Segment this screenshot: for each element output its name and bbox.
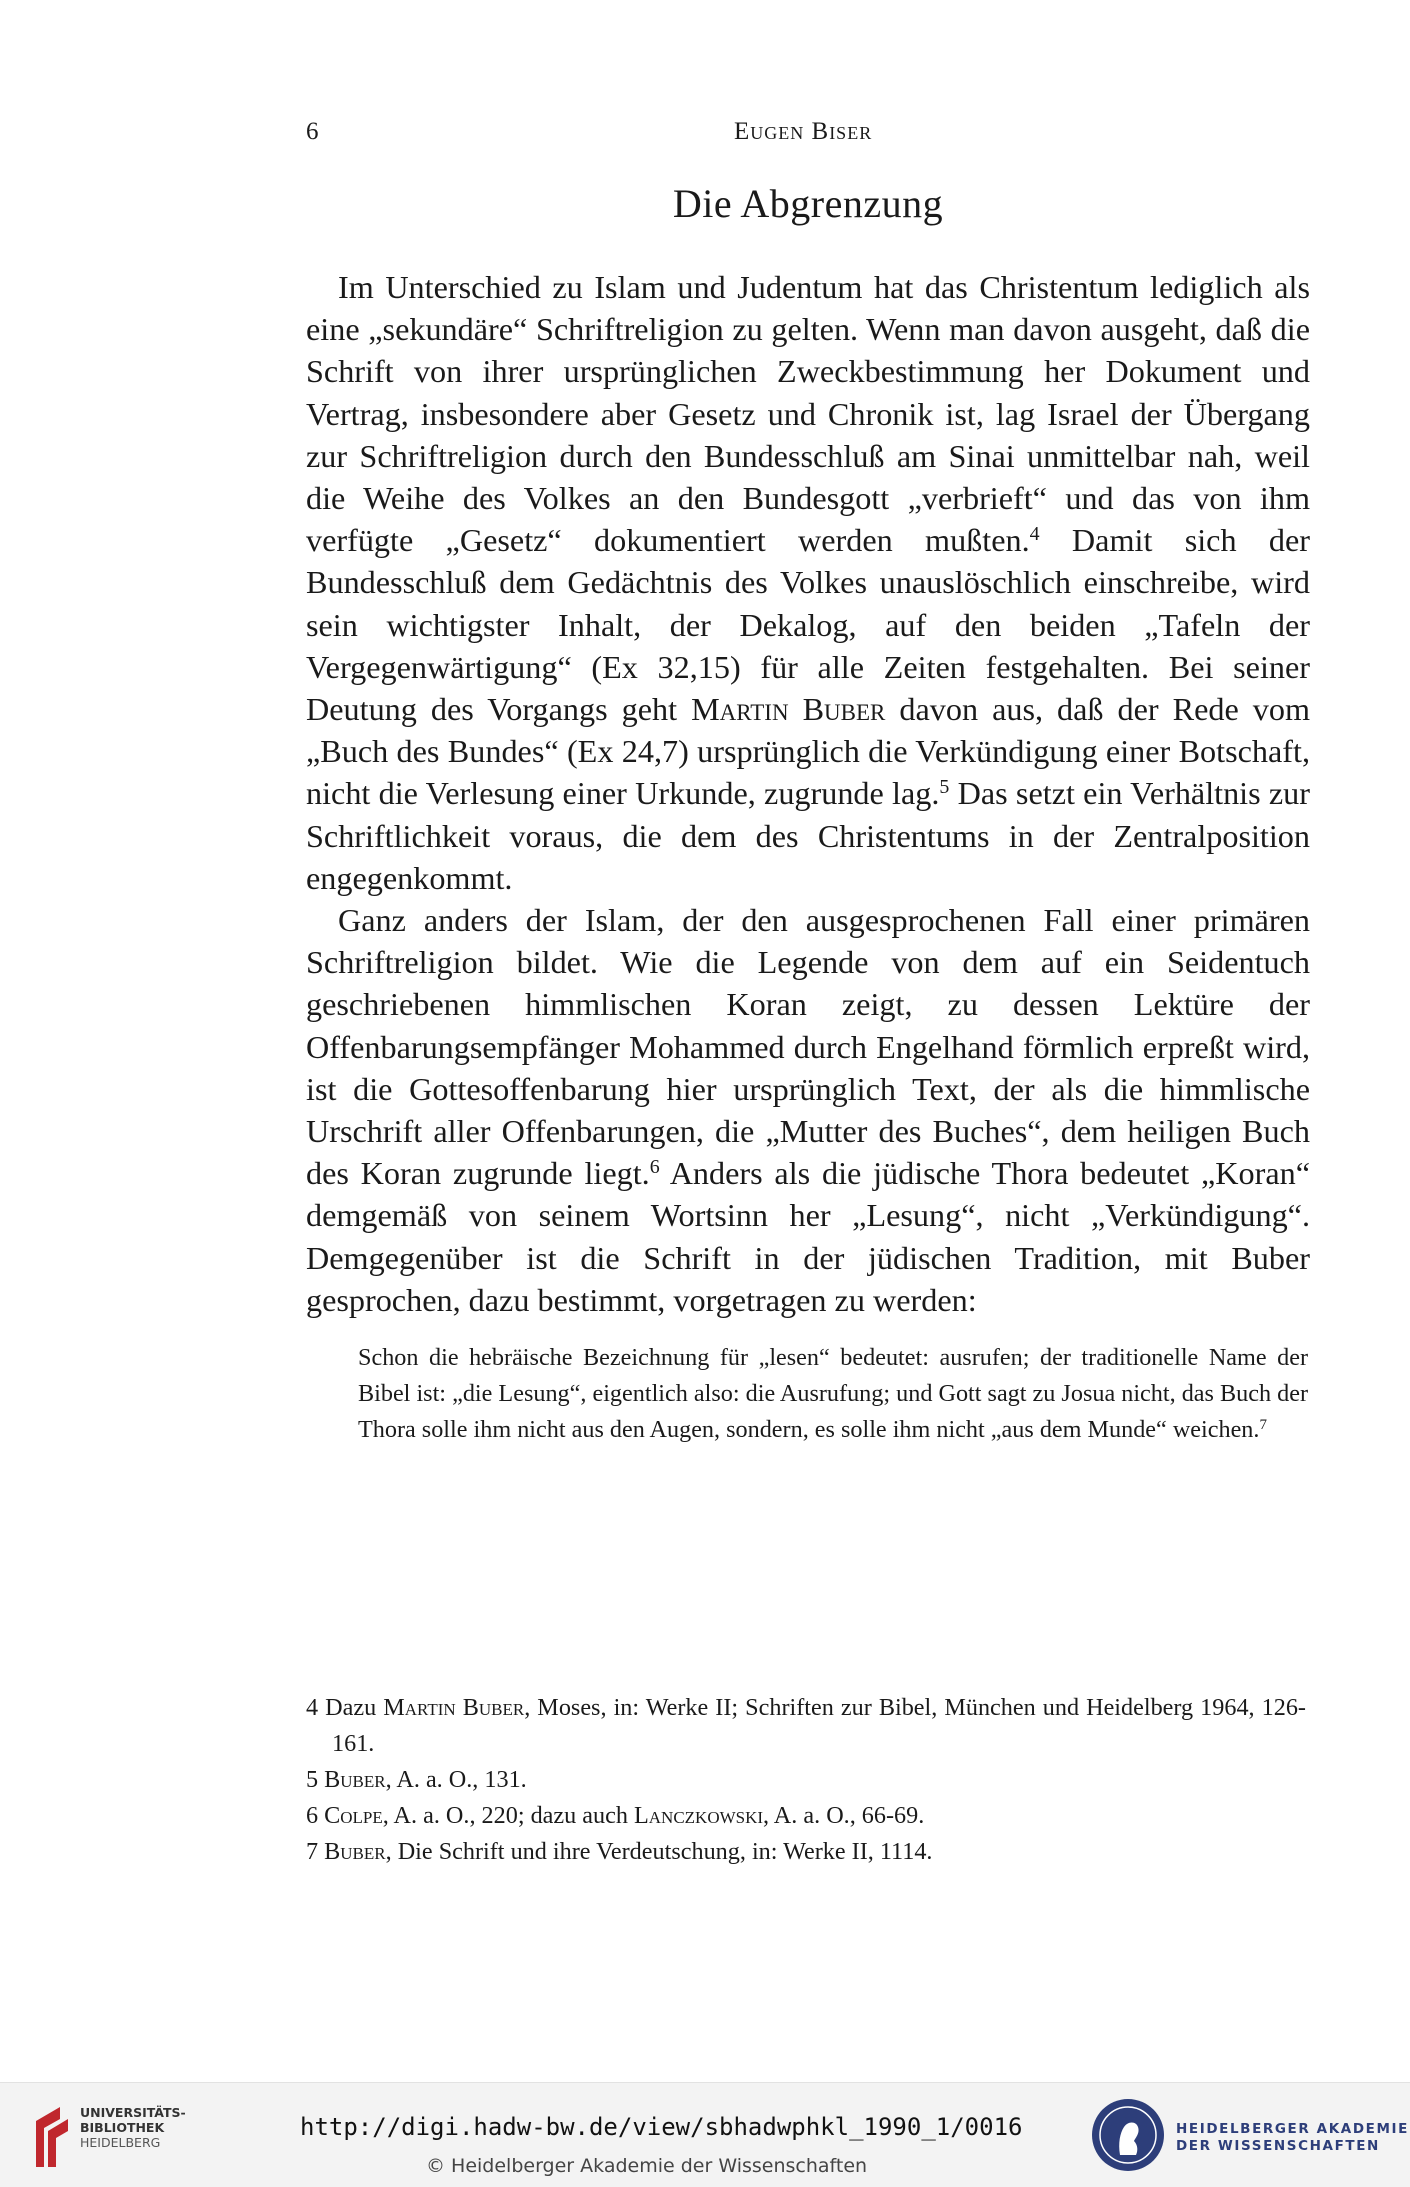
footnotes: [306, 1690, 1306, 1870]
author-name: Colpe: [324, 1802, 383, 1829]
author-name: Buber: [324, 1838, 386, 1865]
section-title: Die Abgrenzung: [672, 181, 944, 226]
footnote-6: [306, 1798, 1306, 1834]
block-quote: [358, 1340, 1308, 1448]
footnote-4: [306, 1690, 1306, 1762]
paragraph-2: [306, 899, 1310, 1321]
text-run: davon aus, daß der Rede vom „Buch des Bundes“ (Ex 24,7) ursprünglich die Verkündigung einer Botschaft, nicht die Verlesung einer Urkunde, zugrunde lag.: [306, 691, 1310, 812]
copyright-notice: © Heidelberger Akademie der Wissenschaften: [426, 2155, 868, 2177]
author-name: Buber: [324, 1766, 386, 1793]
academy-name: [1176, 2121, 1409, 2155]
university-library-logo-icon[interactable]: [30, 2101, 86, 2171]
quote-text: Schon die hebräische Bezeichnung für „lesen“ bedeutet: ausrufen; der traditionelle Name der Bibel ist: „die Lesung“, eigentlich also: die Ausrufung; und Gott sagt zu Josua nicht, das Buch der Thora solle ihm nicht aus den Augen, sondern, es solle ihm nicht „aus dem Munde“ weichen.: [358, 1344, 1308, 1443]
text-run: Anders als die jüdische Thora bedeutet „Koran“ demgemäß von seinem Wortsinn her „Lesung“, nicht „Verkündigung“. Demgegenüber ist die Schrift in der jüdischen Tradition, mit Buber gesprochen, dazu bestimmt, vorgetragen zu werden:: [306, 1155, 1310, 1318]
permalink-url[interactable]: http://digi.hadw-bw.de/view/sbhadwphkl_1990_1/0016: [300, 2113, 1023, 2141]
footnote-text: , A. a. O., 131.: [385, 1766, 527, 1793]
paragraph-1: [306, 266, 1310, 899]
academy-line-2: DER WISSENSCHAFTEN: [1176, 2138, 1380, 2154]
footnote-text: , A. a. O., 66-69.: [763, 1802, 925, 1829]
page-number: 6: [306, 118, 319, 145]
footnote-number: 4: [306, 1694, 319, 1721]
body-text: [306, 266, 1310, 1321]
author-name: Martin Buber: [383, 1694, 525, 1721]
ub-line-2: BIBLIOTHEK: [80, 2120, 165, 2135]
footnote-text: Dazu: [325, 1694, 384, 1721]
footnote-ref[interactable]: 7: [1259, 1416, 1267, 1433]
footnote-number: 6: [306, 1802, 319, 1829]
author-name: Martin Buber: [691, 691, 886, 728]
digitization-footer: [0, 2082, 1410, 2187]
author-name: Lanczkowski: [634, 1802, 764, 1829]
academy-seal-icon[interactable]: [1090, 2097, 1166, 2173]
text-run: Das setzt ein Verhältnis zur Schriftlichkeit voraus, die dem des Christentums in der Zentralposition engegenkommt.: [306, 775, 1310, 896]
text-run: Im Unterschied zu Islam und Judentum hat das Christentum lediglich als eine „sekundäre“ Schriftreligion zu gelten. Wenn man davon ausgeht, daß die Schrift von ihrer ursprünglichen Zweckbestimmung her Dokument und Vertrag, insbesondere aber Gesetz und Chronik ist, lag Israel der Übergang zur Schriftreligion durch den Bundesschluß am Sinai unmittelbar nah, weil die Weihe des Volkes an den Bundesgott „verbrieft“ und das von ihm verfügte „Gesetz“ dokumentiert werden mußten.: [306, 269, 1310, 559]
university-library-name: [80, 2105, 186, 2150]
footnote-number: 7: [306, 1838, 319, 1865]
ub-line-3: HEIDELBERG: [80, 2135, 161, 2150]
ub-line-1: UNIVERSITÄTS-: [80, 2105, 186, 2120]
footnote-ref[interactable]: 6: [649, 1156, 660, 1179]
text-run: Damit sich der Bundesschluß dem Gedächtnis des Volkes unauslöschlich einschreibe, wird sein wichtigster Inhalt, der Dekalog, auf den beiden „Tafeln der Vergegenwärtigung“ (Ex 32,15) für alle Zeiten festgehalten. Bei seiner Deutung des Vorgangs geht: [306, 522, 1310, 728]
footnote-ref[interactable]: 4: [1029, 523, 1040, 546]
academy-line-1: HEIDELBERGER AKADEMIE: [1176, 2121, 1409, 2137]
footnote-7: [306, 1834, 1306, 1870]
footnote-text: , Die Schrift und ihre Verdeutschung, in: Werke II, 1114.: [385, 1838, 933, 1865]
page-header: [306, 118, 1306, 158]
text-run: Ganz anders der Islam, der den ausgesprochenen Fall einer primären Schriftreligion bildet. Wie die Legende von dem auf ein Seidentuch geschriebenen himmlischen Koran zeigt, zu dessen Lektüre der Offenbarungsempfänger Mohammed durch Engelhand förmlich erpreßt wird, ist die Gottesoffenbarung hier ursprünglich Text, der als die himmlische Urschrift aller Offenbarungen, die „Mutter des Buches“, dem heiligen Buch des Koran zugrunde liegt.: [306, 902, 1310, 1192]
running-head: Eugen Biser: [734, 118, 873, 145]
footnote-text: , Moses, in: Werke II; Schriften zur Bibel, München und Heidelberg 1964, 126-161.: [332, 1694, 1306, 1757]
footnote-number: 5: [306, 1766, 319, 1793]
footnote-text: , A. a. O., 220; dazu auch: [382, 1802, 634, 1829]
footnote-ref[interactable]: 5: [939, 776, 950, 799]
footnote-5: [306, 1762, 1306, 1798]
